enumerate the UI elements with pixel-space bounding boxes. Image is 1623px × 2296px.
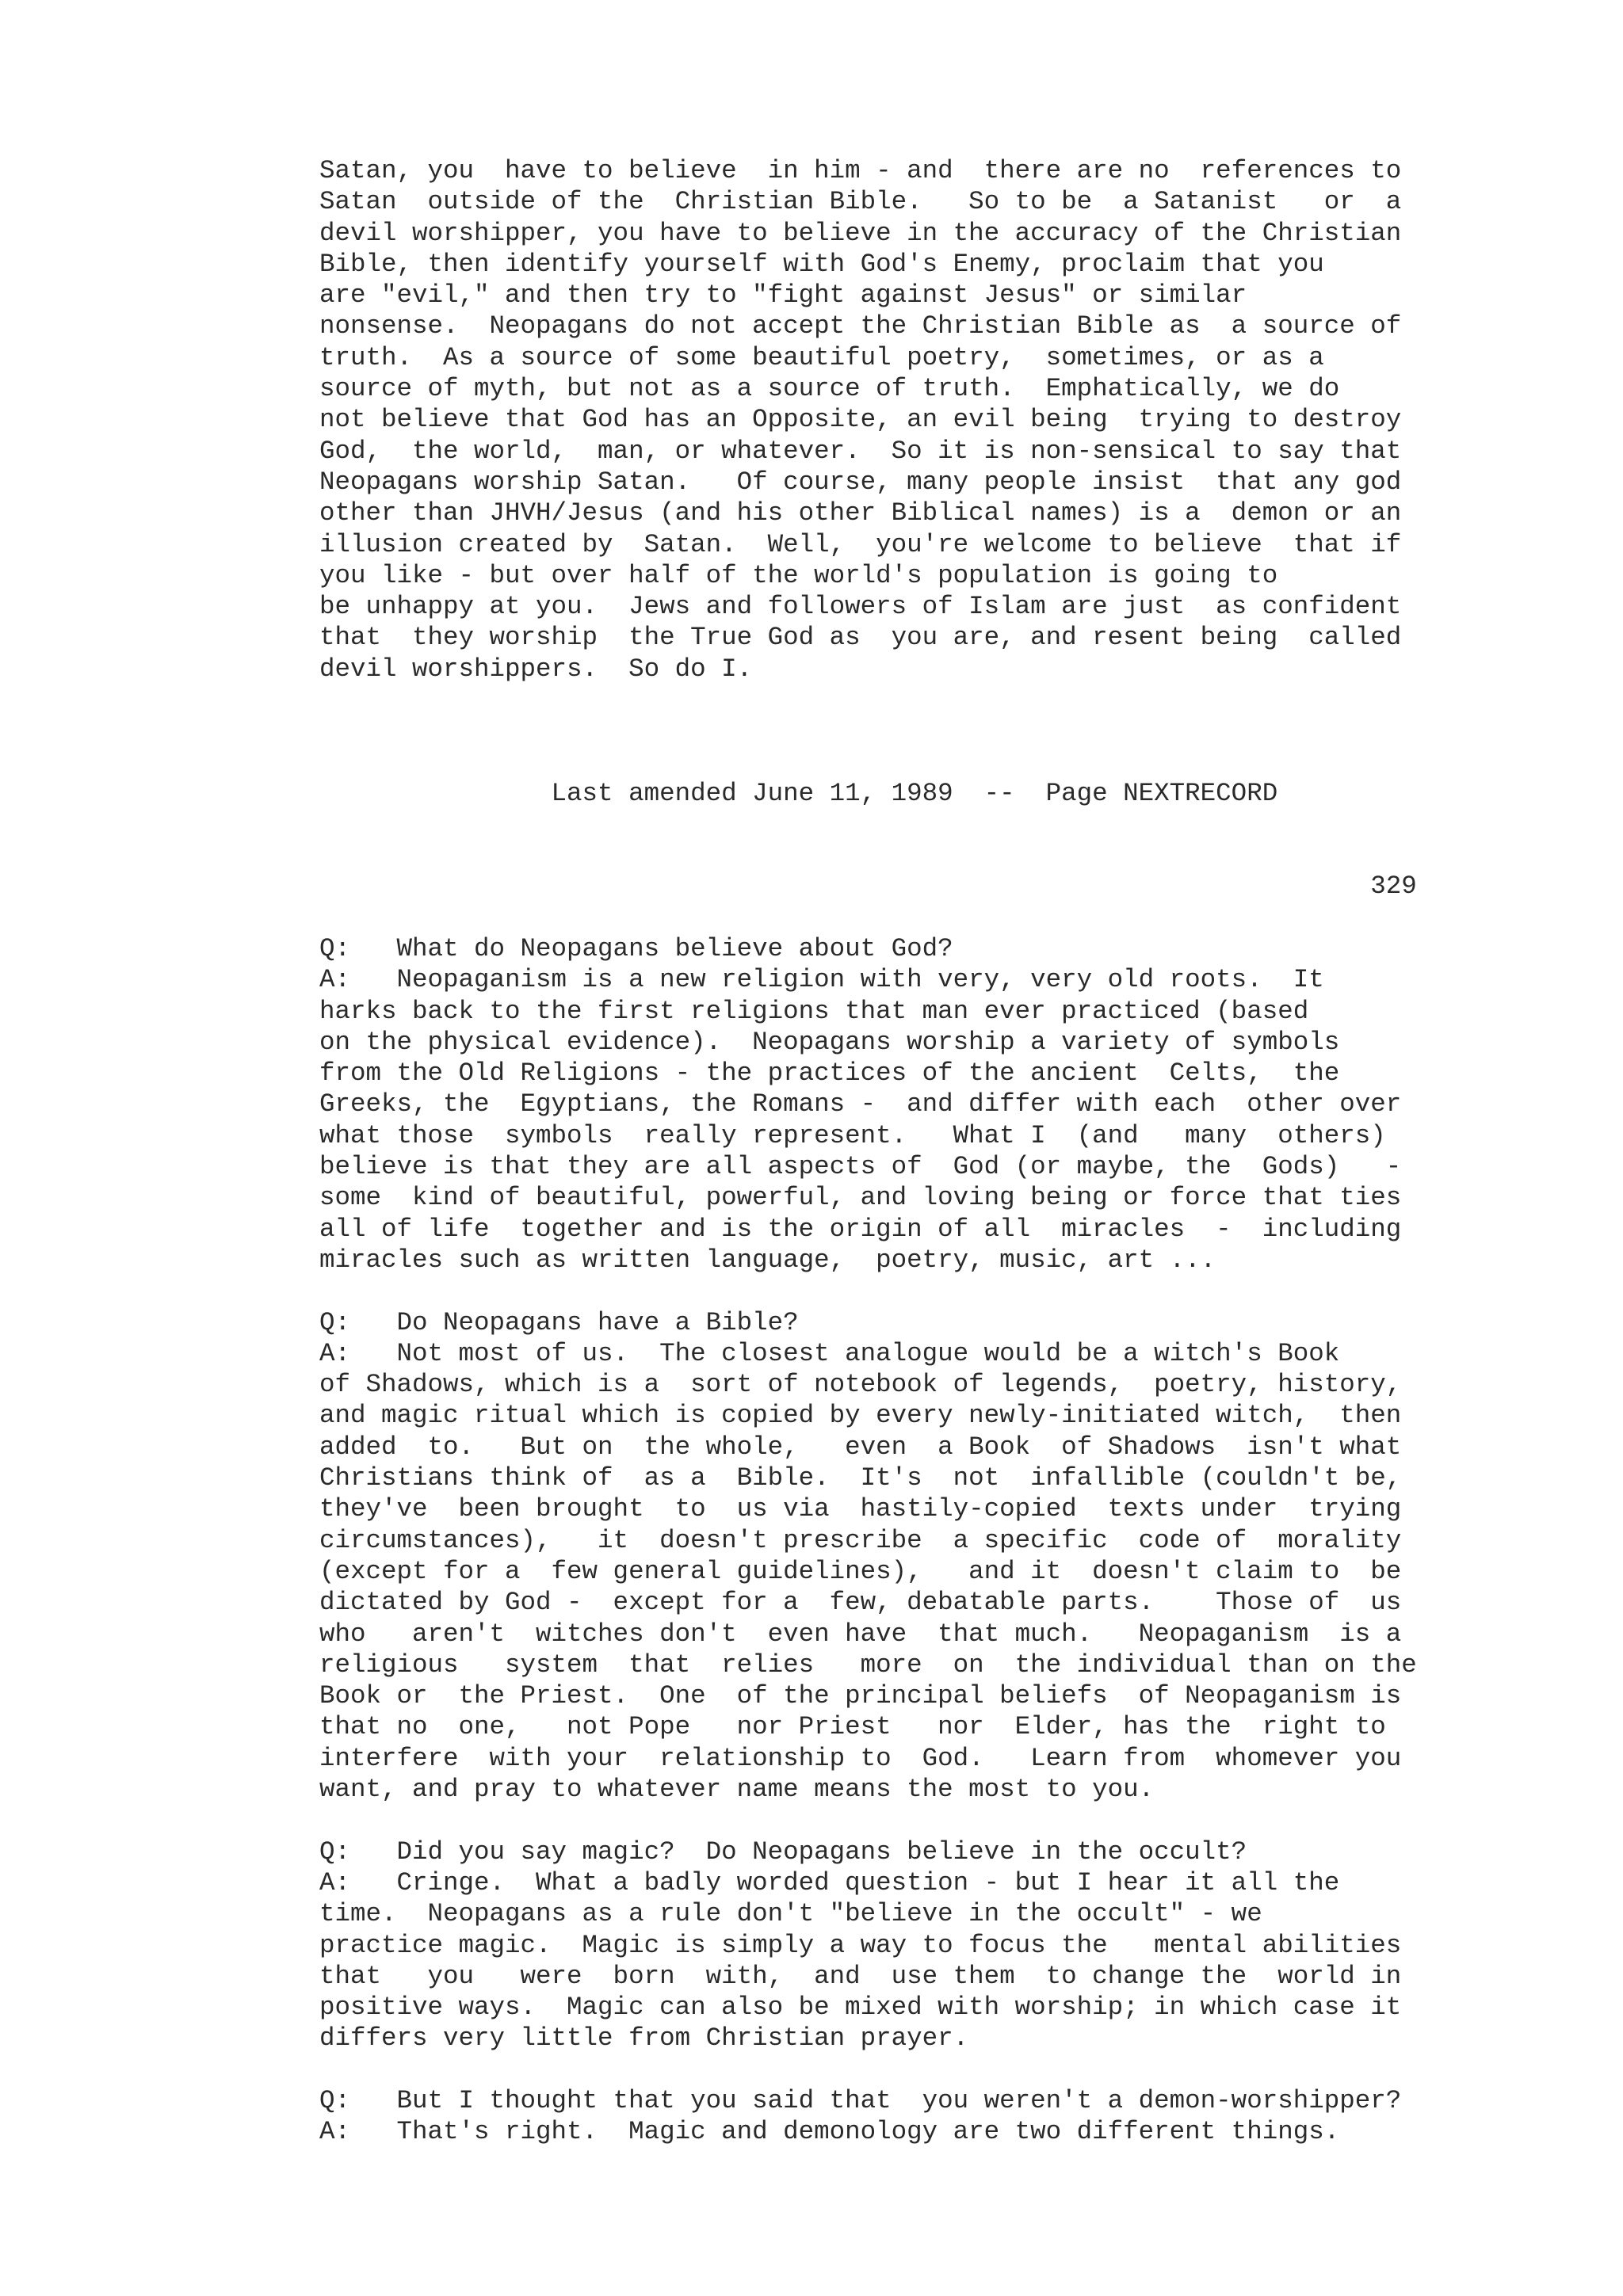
text-line: harks back to the first religions that man ever practiced (based <box>319 996 1309 1026</box>
text-line: A: Neopaganism is a new religion with very, very old roots. It <box>319 965 1324 995</box>
text-line: God, the world, man, or whatever. So it is non-sensical to say that <box>319 436 1402 466</box>
text-line: added to. But on the whole, even a Book of Shadows isn't what <box>319 1432 1402 1462</box>
text-line: be unhappy at you. Jews and followers of Islam are just as confident <box>319 592 1402 622</box>
text-line: believe is that they are all aspects of God (or maybe, the Gods) - <box>319 1152 1402 1182</box>
text-line: Bible, then identify yourself with God's Enemy, proclaim that you <box>319 249 1324 279</box>
text-line: illusion created by Satan. Well, you're welcome to believe that if <box>319 529 1402 559</box>
text-line: Greeks, the Egyptians, the Romans - and differ with each other over <box>319 1089 1402 1119</box>
text-line: Satan, you have to believe in him - and there are no references to <box>319 156 1402 185</box>
satan-paragraph <box>319 155 1401 685</box>
text-line: A: Not most of us. The closest analogue would be a witch's Book <box>319 1338 1340 1368</box>
text-line: other than JHVH/Jesus (and his other Biblical names) is a demon or an <box>319 498 1402 528</box>
text-line: devil worshippers. So do I. <box>319 654 753 684</box>
text-line: devil worshipper, you have to believe in the accuracy of the Christian <box>319 218 1402 248</box>
text-line: who aren't witches don't even have that much. Neopaganism is a <box>319 1619 1402 1649</box>
text-line: you like - but over half of the world's population is going to <box>319 560 1278 590</box>
text-line: source of myth, but not as a source of truth. Emphatically, we do <box>319 374 1340 404</box>
text-line <box>319 1276 1417 1306</box>
text-line: and magic ritual which is copied by every newly-initiated witch, then <box>319 1401 1402 1431</box>
text-line: are "evil," and then try to "fight against Jesus" or similar <box>319 280 1247 311</box>
text-line: on the physical evidence). Neopagans worship a variety of symbols <box>319 1027 1340 1057</box>
text-line: truth. As a source of some beautiful poetry, sometimes, or as a <box>319 342 1324 372</box>
text-line <box>319 2054 1417 2085</box>
text-line: all of life together and is the origin of all miracles - including <box>319 1214 1402 1244</box>
text-line: A: That's right. Magic and demonology are two different things. <box>319 2117 1340 2147</box>
text-line: they've been brought to us via hastily-copied texts under trying <box>319 1494 1402 1524</box>
text-line: of Shadows, which is a sort of notebook of legends, poetry, history, <box>319 1370 1402 1400</box>
text-line: positive ways. Magic can also be mixed with worship; in which case it <box>319 1993 1402 2023</box>
text-line: Q: Do Neopagans have a Bible? <box>319 1307 799 1337</box>
text-line: Book or the Priest. One of the principal beliefs of Neopaganism is <box>319 1681 1402 1711</box>
text-line: dictated by God - except for a few, debatable parts. Those of us <box>319 1588 1402 1618</box>
text-line: what those symbols really represent. What I (and many others) <box>319 1120 1386 1150</box>
text-line: Christians think of as a Bible. It's not infallible (couldn't be, <box>319 1463 1402 1493</box>
page-number: 329 <box>319 871 1417 901</box>
text-line: A: Cringe. What a badly worded question - but I hear it all the <box>319 1867 1340 1897</box>
text-line: miracles such as written language, poetry, music, art ... <box>319 1245 1216 1275</box>
text-line: nonsense. Neopagans do not accept the Christian Bible as a source of <box>319 311 1402 341</box>
text-line: that no one, not Pope nor Priest nor Elder, has the right to <box>319 1712 1386 1742</box>
text-line: that you were born with, and use them to change the world in <box>319 1961 1402 1991</box>
text-line: (except for a few general guidelines), and it doesn't claim to be <box>319 1556 1402 1586</box>
text-line: some kind of beautiful, powerful, and loving being or force that ties <box>319 1183 1402 1213</box>
text-line <box>319 1805 1417 1836</box>
text-line: circumstances), it doesn't prescribe a specific code of morality <box>319 1525 1402 1555</box>
text-line: Q: What do Neopagans believe about God? <box>319 934 953 963</box>
text-line: Neopagans worship Satan. Of course, many people insist that any god <box>319 467 1402 497</box>
page-footer: Last amended June 11, 1989 -- Page NEXTRECORD <box>319 779 1278 808</box>
text-line: that they worship the True God as you are, and resent being called <box>319 623 1402 653</box>
text-line: Satan outside of the Christian Bible. So to be a Satanist or a <box>319 187 1402 217</box>
text-line: time. Neopagans as a rule don't "believe in the occult" - we <box>319 1899 1262 1929</box>
text-line: Q: But I thought that you said that you weren't a demon-worshipper? <box>319 2085 1402 2115</box>
text-line: want, and pray to whatever name means the most to you. <box>319 1775 1155 1805</box>
text-line: interfere with your relationship to God. Learn from whomever you <box>319 1743 1402 1773</box>
text-line: from the Old Religions - the practices of the ancient Celts, the <box>319 1058 1340 1089</box>
text-line: Q: Did you say magic? Do Neopagans believe in the occult? <box>319 1836 1247 1867</box>
text-line: religious system that relies more on the individual than on the <box>319 1650 1417 1680</box>
text-line: not believe that God has an Opposite, an evil being trying to destroy <box>319 405 1402 435</box>
text-line: practice magic. Magic is simply a way to focus the mental abilities <box>319 1930 1402 1960</box>
text-line: differs very little from Christian prayer. <box>319 2023 969 2054</box>
faq-section <box>319 933 1417 2148</box>
